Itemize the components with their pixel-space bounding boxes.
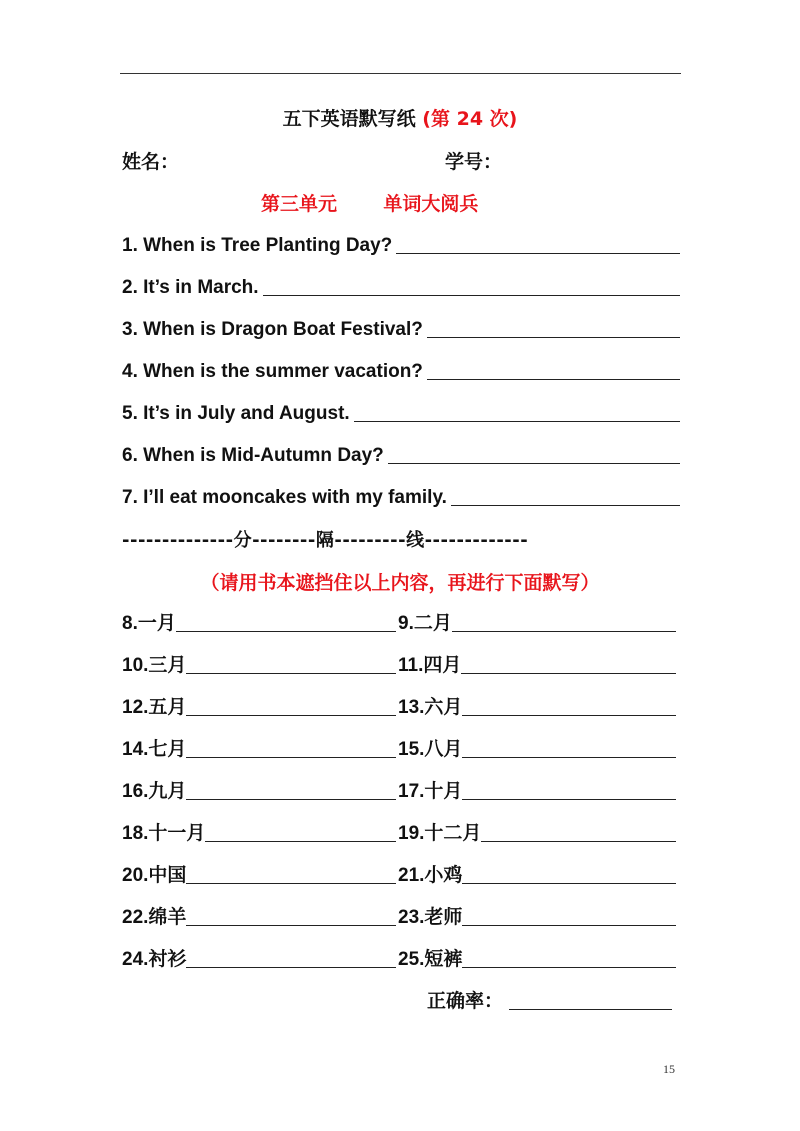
vocab-item	[122, 943, 396, 971]
answer-blank[interactable]	[186, 967, 396, 968]
question-row	[122, 271, 680, 299]
answer-blank[interactable]	[451, 505, 680, 506]
answer-blank[interactable]	[176, 631, 396, 632]
vocab-item	[398, 607, 676, 635]
vocab-item	[122, 859, 396, 887]
vocab-prompt: 24.衬衫	[122, 949, 187, 970]
vocab-prompt: 10.三月	[122, 655, 187, 676]
answer-blank[interactable]	[205, 841, 396, 842]
unit-heading	[261, 189, 478, 216]
title-session: (第 24 次)	[422, 108, 518, 130]
name-label: 姓名：	[122, 151, 180, 173]
vocab-prompt: 8.一月	[122, 613, 176, 634]
accuracy-field	[427, 985, 672, 1013]
vocab-prompt: 14.七月	[122, 739, 187, 760]
answer-blank[interactable]	[462, 967, 676, 968]
student-id-label: 学号：	[445, 151, 503, 173]
page-number: 15	[663, 1062, 675, 1076]
answer-blank[interactable]	[462, 715, 676, 716]
top-rule	[120, 73, 681, 74]
vocab-prompt: 19.十二月	[398, 823, 482, 844]
answer-blank[interactable]	[462, 799, 676, 800]
question-text: 1. When is Tree Planting Day?	[122, 235, 393, 256]
answer-blank[interactable]	[396, 253, 680, 254]
cut-divider-line: --------------分--------隔---------线-------------	[122, 530, 529, 551]
answer-blank[interactable]	[186, 757, 396, 758]
answer-blank[interactable]	[263, 295, 680, 296]
vocab-item	[398, 817, 676, 845]
vocab-item	[398, 733, 676, 761]
answer-blank[interactable]	[388, 463, 680, 464]
vocab-prompt: 18.十一月	[122, 823, 206, 844]
answer-blank[interactable]	[462, 925, 676, 926]
vocab-prompt: 13.六月	[398, 697, 463, 718]
vocab-item	[398, 943, 676, 971]
answer-blank[interactable]	[186, 715, 396, 716]
vocab-prompt: 15.八月	[398, 739, 463, 760]
vocab-item	[122, 691, 396, 719]
answer-blank[interactable]	[462, 883, 676, 884]
question-row	[122, 439, 680, 467]
answer-blank[interactable]	[186, 883, 396, 884]
answer-blank[interactable]	[461, 673, 676, 674]
question-text: 5. It’s in July and August.	[122, 403, 350, 424]
question-row	[122, 229, 680, 257]
answer-blank[interactable]	[186, 799, 396, 800]
vocab-item	[122, 649, 396, 677]
unit-name: 第三单元	[261, 193, 338, 215]
instruction-text: （请用书本遮挡住以上内容，再进行下面默写）	[200, 572, 600, 594]
answer-blank[interactable]	[186, 925, 396, 926]
question-text: 4. When is the summer vacation?	[122, 361, 423, 382]
vocab-prompt: 23.老师	[398, 907, 463, 928]
question-row	[122, 397, 680, 425]
vocab-prompt: 9.二月	[398, 613, 452, 634]
accuracy-label: 正确率：	[427, 990, 504, 1012]
vocab-item	[398, 691, 676, 719]
vocab-prompt: 22.绵羊	[122, 907, 187, 928]
vocab-item	[398, 775, 676, 803]
question-text: 2. It’s in March.	[122, 277, 259, 298]
question-row	[122, 313, 680, 341]
vocab-item	[122, 607, 396, 635]
answer-blank[interactable]	[481, 841, 676, 842]
vocab-item	[122, 733, 396, 761]
answer-blank[interactable]	[427, 379, 680, 380]
vocab-prompt: 21.小鸡	[398, 865, 463, 886]
vocab-prompt: 17.十月	[398, 781, 463, 802]
answer-blank[interactable]	[462, 757, 676, 758]
vocab-item	[398, 901, 676, 929]
vocab-prompt: 11.四月	[398, 655, 462, 676]
unit-topic: 单词大阅兵	[383, 193, 479, 215]
answer-blank[interactable]	[186, 673, 396, 674]
vocab-item	[398, 859, 676, 887]
question-row	[122, 355, 680, 383]
vocab-prompt: 25.短裤	[398, 949, 463, 970]
vocab-item	[398, 649, 676, 677]
accuracy-blank[interactable]	[509, 1009, 672, 1010]
question-text: 3. When is Dragon Boat Festival?	[122, 319, 423, 340]
title-main: 五下英语默写纸	[282, 108, 416, 130]
question-row	[122, 481, 680, 509]
vocab-prompt: 12.五月	[122, 697, 187, 718]
vocab-item	[122, 775, 396, 803]
vocab-prompt: 16.九月	[122, 781, 187, 802]
vocab-item	[122, 817, 396, 845]
question-text: 7. I’ll eat mooncakes with my family.	[122, 487, 447, 508]
worksheet-title	[0, 104, 800, 131]
answer-blank[interactable]	[452, 631, 676, 632]
vocab-item	[122, 901, 396, 929]
question-text: 6. When is Mid-Autumn Day?	[122, 445, 384, 466]
answer-blank[interactable]	[354, 421, 680, 422]
vocab-prompt: 20.中国	[122, 865, 187, 886]
answer-blank[interactable]	[427, 337, 680, 338]
